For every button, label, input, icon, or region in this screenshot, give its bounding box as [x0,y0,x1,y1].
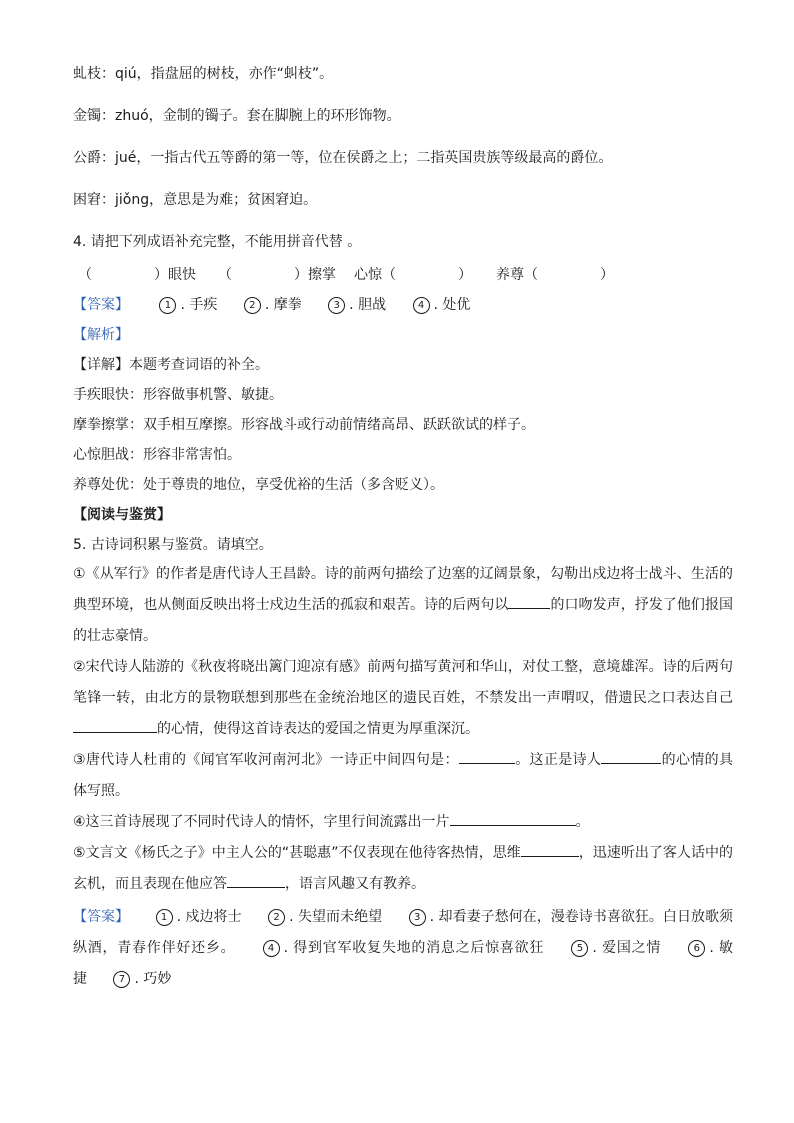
circled-number: 1 [159,297,176,314]
q5-text: ，迅速听出了客人话中的玄机，而且表现在他应答 [73,845,733,892]
answer-text: . 戍边将士 [176,909,242,925]
circled-number: 1 [156,909,173,926]
answer-item [159,297,217,313]
q5-text: ①《从军行》的作者是唐代诗人王昌龄。诗的前两句描绘了边塞的辽阔景象，勾勒出戍边将士战斗、生活的典型环境，也从侧面反映出将士戍边生活的孤寂和艰苦。诗的后两句以 [73,566,733,613]
glossary-definition: ：zhuó，金制的镯子。套在脚腕上的环形饰物。 [101,108,401,124]
q5-item-3 [73,745,733,807]
q5-text: ，语言风趣又有教养。 [285,876,425,892]
q5-text: 的心情，使得这首诗表达的爱国之情更为厚重深沉。 [157,721,479,737]
answer-text: . 却看妻子愁何在，漫卷诗书喜欲狂。白日放歌须纵酒，青春作伴好还乡。 [73,909,734,956]
fill-4-close: ） [600,267,614,283]
explanation-line: 心惊胆战：形容非常害怕。 [73,447,241,463]
circled-number: 5 [571,940,588,957]
glossary-entry [73,190,733,210]
answer-text: . 胆战 [349,297,387,313]
fill-4-open: 养尊（ [496,267,538,283]
q5-text: 的心情的具体写照。 [73,752,734,799]
q5-item-5 [73,838,733,900]
fill-3-open: 心惊（ [354,267,396,283]
circled-number: 2 [244,297,261,314]
question-4: 4. 请把下列成语补充完整，不能用拼音代替 。 [73,234,362,250]
glossary-entry [73,148,733,168]
q5-text: 。 [575,814,590,830]
q5-item-4 [73,807,733,838]
answer-item [156,909,242,925]
detail-line: 【详解】本题考查词语的补全。 [73,357,269,373]
circled-number: 4 [413,297,430,314]
glossary-term: 公爵 [73,150,101,166]
fill-2-open: （ [218,267,232,283]
q5-text: 。这正是诗人 [514,752,602,768]
document-page [73,64,733,995]
answer-blank [227,873,285,888]
answer-text: . 爱国之情 [592,940,662,956]
answer-item [263,940,545,956]
glossary-term: 金镯 [73,108,101,124]
glossary-definition: ：qiú，指盘屈的树枝，亦作“虯枝”。 [101,66,334,82]
fill-1-close: ）眼快 [154,267,196,283]
q4-answer-row [73,295,733,315]
q5-item-2 [73,652,733,745]
answer-text: . 巧妙 [134,971,172,987]
answer-blank [459,749,515,764]
q5-text: 的口吻发声，抒发了他们报国的壮志豪情。 [73,597,734,644]
answer-text: . 处优 [433,297,471,313]
answer-blank [73,718,157,733]
answer-item [328,297,386,313]
q5-text: ②宋代诗人陆游的《秋夜将晓出篱门迎凉有感》前两句描写黄河和华山，对仗工整，意境雄浑。诗的后两句笔锋一转，由北方的景物联想到那些在金统治地区的遗民百姓，不禁发出一声喟叹，借遗民之口表达自己 [73,659,733,706]
explanation-line: 养尊处优：处于尊贵的地位，享受优裕的生活（多含贬义）。 [73,477,444,493]
explanation-line: 摩拳擦掌：双手相互摩擦。形容战斗或行动前情绪高昂、跃跃欲试的样子。 [73,417,535,433]
answer-text: . 敏捷 [73,940,734,987]
answer-label: 【答案】 [73,297,129,313]
glossary-term: 虬枝 [73,66,101,82]
answer-text: . 摩拳 [264,297,302,313]
circled-number: 2 [268,909,285,926]
answer-text: . 手疾 [180,297,218,313]
answer-label: 【答案】 [73,909,130,925]
explanation-line: 手疾眼快：形容做事机警、敏捷。 [73,387,283,403]
answer-item [571,940,661,956]
idiom-fill-row [73,265,733,285]
answer-text: . 得到官军收复失地的消息之后惊喜欲狂 [283,940,545,956]
answer-blank [450,811,576,826]
q5-text: ③唐代诗人杜甫的《闻官军收河南河北》一诗正中间四句是： [73,752,459,768]
circled-number: 3 [409,909,426,926]
fill-1-open: （ [78,267,92,283]
fill-3-close: ） [458,267,472,283]
q5-item-1 [73,559,733,652]
answer-item [268,909,382,925]
answer-item [244,297,302,313]
q5-text: ⑤文言文《杨氏之子》中主人公的“甚聪惠”不仅表现在他待客热情，思维 [73,845,521,861]
circled-number: 7 [113,971,130,988]
q5-answer-block [73,902,733,995]
glossary-term: 困窘 [73,192,101,208]
glossary-definition: ：jiǒng，意思是为难；贫困窘迫。 [101,192,318,208]
circled-number: 4 [263,940,280,957]
answer-blank [521,842,579,857]
answer-text: . 失望而未绝望 [289,909,383,925]
answer-blank [601,749,661,764]
section-heading: 【阅读与鉴赏】 [73,507,171,523]
glossary-entry [73,106,733,126]
question-5: 5. 古诗词积累与鉴赏。请填空。 [73,537,273,553]
answer-item [413,297,471,313]
fill-2-close: ）擦掌 [294,267,336,283]
answer-item [113,971,171,987]
glossary-definition: ：jué，一指古代五等爵的第一等，位在侯爵之上；二指英国贵族等级最高的爵位。 [101,150,613,166]
glossary-entry [73,64,733,84]
answer-blank [508,594,550,609]
circled-number: 3 [328,297,345,314]
circled-number: 6 [688,940,705,957]
analysis-label: 【解析】 [73,327,129,343]
q5-text: ④这三首诗展现了不同时代诗人的情怀，字里行间流露出一片 [73,814,450,830]
